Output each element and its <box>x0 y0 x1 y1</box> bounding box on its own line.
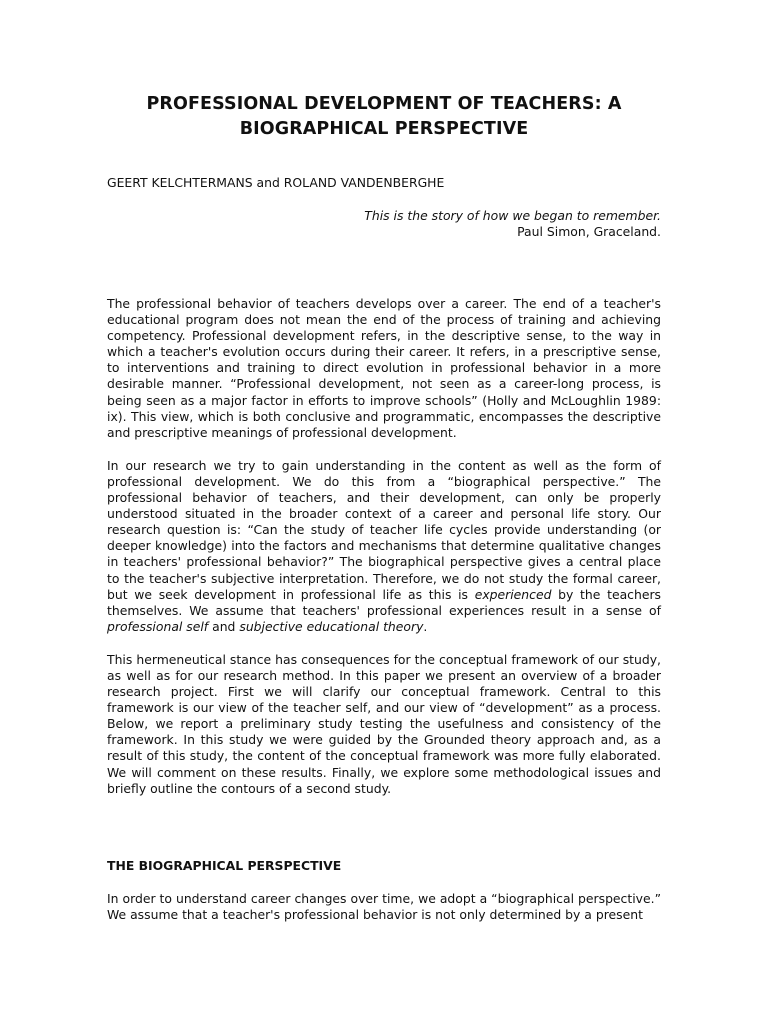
paragraph-2-text-b: by the teachers themselves. We assume that teachers' professional experiences result in a sense of <box>107 586 661 618</box>
title-line-2: BIOGRAPHICAL PERSPECTIVE <box>239 119 529 139</box>
epigraph-attribution: Paul Simon, Graceland. <box>517 224 661 239</box>
paragraph-1: The professional behavior of teachers develops over a career. The end of a teacher's educational program does not mean the end of the process of training and achieving competency. Professional development refers, in the descriptive sense, to the way in which a teacher's evolution occurs during their career. It refers, in a prescriptive sense, to interventions and training to direct evolution in professional behavior in a more desirable manner. “Professional development, not seen as a career-long process, is being seen as a major factor in efforts to improve schools” (Holly and McLoughlin 1989: ix). This view, which is both conclusive and programmatic, encompasses the descriptive and prescriptive meanings of professional development. <box>107 296 661 440</box>
emphasis-experienced: experienced <box>474 586 552 602</box>
document-page <box>107 92 661 923</box>
paragraph-2-text-a: In our research we try to gain understanding in the content as well as the form of professional development. We do this from a “biographical perspective.” The professional behavior of teachers, and their development, can only be properly understood situated in the broader context of a career and personal life story. Our research question is: “Can the study of teacher life cycles provide understanding (or deeper knowledge) into the factors and mechanisms that determine qualitative changes in teachers' professional behavior?” The biographical perspective gives a central place to the teacher's subjective interpretation. Therefore, we do not study the formal career, but we seek development in professional life as this is <box>107 457 661 602</box>
paper-title <box>107 92 661 142</box>
paragraph-2-text-d: . <box>423 618 428 634</box>
paragraph-3: This hermeneutical stance has consequences for the conceptual framework of our study, as well as for our research method. In this paper we present an overview of a broader research project. First we will clarify our conceptual framework. Central to this framework is our view of the teacher self, and our view of “development” as a process. Below, we report a preliminary study testing the usefulness and consistency of the framework. In this study we were guided by the Grounded theory approach and, as a result of this study, the content of the conceptual framework was more fully elaborated. We will comment on these results. Finally, we explore some methodological issues and briefly outline the contours of a second study. <box>107 651 661 796</box>
emphasis-subjective-theory: subjective educational theory <box>239 618 424 634</box>
title-line-1: PROFESSIONAL DEVELOPMENT OF TEACHERS: A <box>146 94 622 114</box>
paragraph-2-text-c: and <box>208 618 240 634</box>
authors: GEERT KELCHTERMANS and ROLAND VANDENBERGHE <box>107 175 445 190</box>
epigraph <box>107 208 661 240</box>
section-heading: THE BIOGRAPHICAL PERSPECTIVE <box>107 857 342 873</box>
paragraph-2 <box>107 458 661 635</box>
epigraph-quote: This is the story of how we began to remember. <box>364 208 661 223</box>
emphasis-professional-self: professional self <box>107 618 209 634</box>
paragraph-4: In order to understand career changes over time, we adopt a “biographical perspective.” We assume that a teacher's professional behavior is not only determined by a present <box>107 890 661 922</box>
